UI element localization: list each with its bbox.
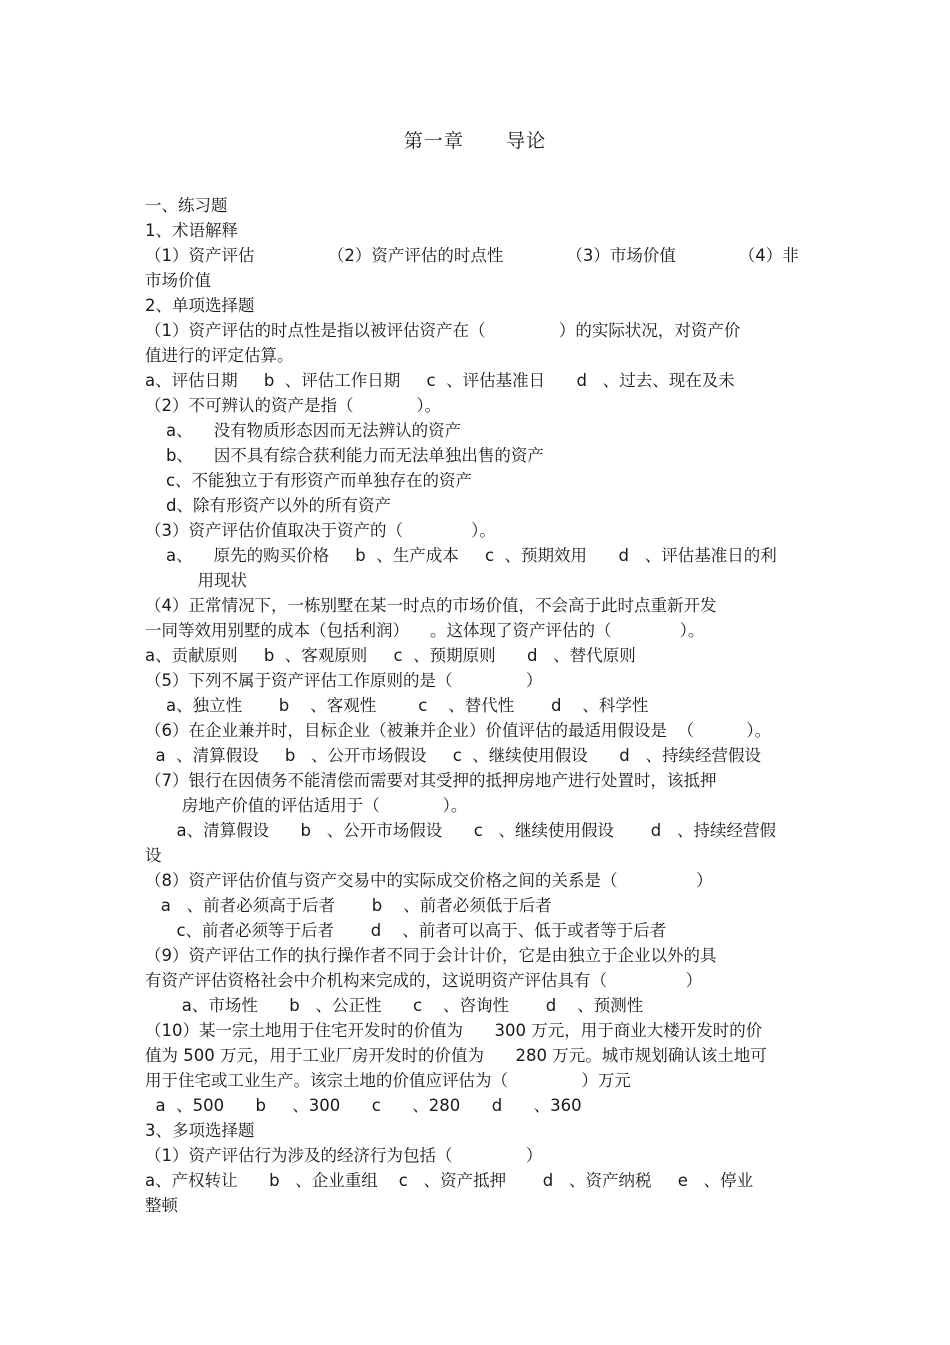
question-text: （10）某一宗土地用于住宅开发时的价值为 300 万元，用于商业大楼开发时的价	[145, 1021, 763, 1040]
question-text: （6）在企业兼并时，目标企业（被兼并企业）价值评估的最适用假设是 （ ）。	[145, 721, 772, 740]
question-text: （7）银行在因债务不能清偿而需要对其受押的抵押房地产进行处置时，该抵押	[145, 771, 717, 790]
answer-options: c、前者必须等于后者 d 、前者可以高于、低于或者等于后者	[145, 921, 667, 940]
chapter-title: 第一章 导论	[403, 130, 547, 152]
question-text: （3）资产评估价值取决于资产的（ ）。	[145, 521, 496, 540]
question-text: 有资产评估资格社会中介机构来完成的，这说明资产评估具有（ ）	[145, 971, 703, 990]
text-line: （1）资产评估 （2）资产评估的时点性 （3）市场价值 （4）非	[145, 246, 799, 265]
answer-options: a、清算假设 b 、公开市场假设 c 、继续使用假设 d 、持续经营假	[145, 821, 776, 840]
question-text: 一同等效用别墅的成本（包括利润） 。这体现了资产评估的（ ）。	[145, 621, 705, 640]
answer-option: d、除有形资产以外的所有资产	[145, 496, 391, 515]
subsection-heading: 1、术语解释	[145, 221, 238, 240]
question-text: （2）不可辨认的资产是指（ ）。	[145, 396, 442, 415]
answer-options: a 、前者必须高于后者 b 、前者必须低于后者	[145, 896, 552, 915]
question-text: （1）资产评估的时点性是指以被评估资产在（ ）的实际状况，对资产价	[145, 321, 741, 340]
answer-option: b、 因不具有综合获利能力而无法单独出售的资产	[145, 446, 544, 465]
subsection-heading: 2、单项选择题	[145, 296, 255, 315]
answer-options: a、贡献原则 b 、客观原则 c 、预期原则 d 、替代原则	[145, 646, 636, 665]
subsection-heading: 3、多项选择题	[145, 1121, 255, 1140]
answer-options: a、评估日期 b 、评估工作日期 c 、评估基准日 d 、过去、现在及未	[145, 371, 735, 390]
question-text: 值为 500 万元，用于工业厂房开发时的价值为 280 万元。城市规划确认该土地可	[145, 1046, 767, 1065]
question-text: （8）资产评估价值与资产交易中的实际成交价格之间的关系是（ ）	[145, 871, 713, 890]
question-text: 值进行的评定估算。	[145, 346, 294, 365]
question-text: （1）资产评估行为涉及的经济行为包括（ ）	[145, 1146, 543, 1165]
section-heading: 一、练习题	[145, 196, 228, 215]
answer-options: a、独立性 b 、客观性 c 、替代性 d 、科学性	[145, 696, 649, 715]
answer-options: a、 原先的购买价格 b 、生产成本 c 、预期效用 d 、评估基准日的利	[145, 546, 777, 565]
question-text: （4）正常情况下，一栋别墅在某一时点的市场价值，不会高于此时点重新开发	[145, 596, 717, 615]
answer-option: a、 没有物质形态因而无法辨认的资产	[145, 421, 462, 440]
answer-options: a 、清算假设 b 、公开市场假设 c 、继续使用假设 d 、持续经营假设	[145, 746, 761, 765]
text-line: 市场价值	[145, 271, 211, 290]
question-text: 房地产价值的评估适用于（ ）。	[145, 796, 468, 815]
answer-options: a 、500 b 、300 c 、280 d 、360	[145, 1096, 582, 1115]
answer-options: 用现状	[145, 571, 247, 590]
question-text: （9）资产评估工作的执行操作者不同于会计计价，它是由独立于企业以外的具	[145, 946, 717, 965]
answer-options: 设	[145, 846, 162, 865]
answer-option: c、不能独立于有形资产而单独存在的资产	[145, 471, 473, 490]
answer-options: a、市场性 b 、公正性 c 、咨询性 d 、预测性	[145, 996, 644, 1015]
answer-options: 整顿	[145, 1196, 178, 1215]
answer-options: a、产权转让 b 、企业重组 c 、资产抵押 d 、资产纳税 e 、停业	[145, 1171, 754, 1190]
question-text: 用于住宅或工业生产。该宗土地的价值应评估为（ ）万元	[145, 1071, 631, 1090]
question-text: （5）下列不属于资产评估工作原则的是（ ）	[145, 671, 543, 690]
